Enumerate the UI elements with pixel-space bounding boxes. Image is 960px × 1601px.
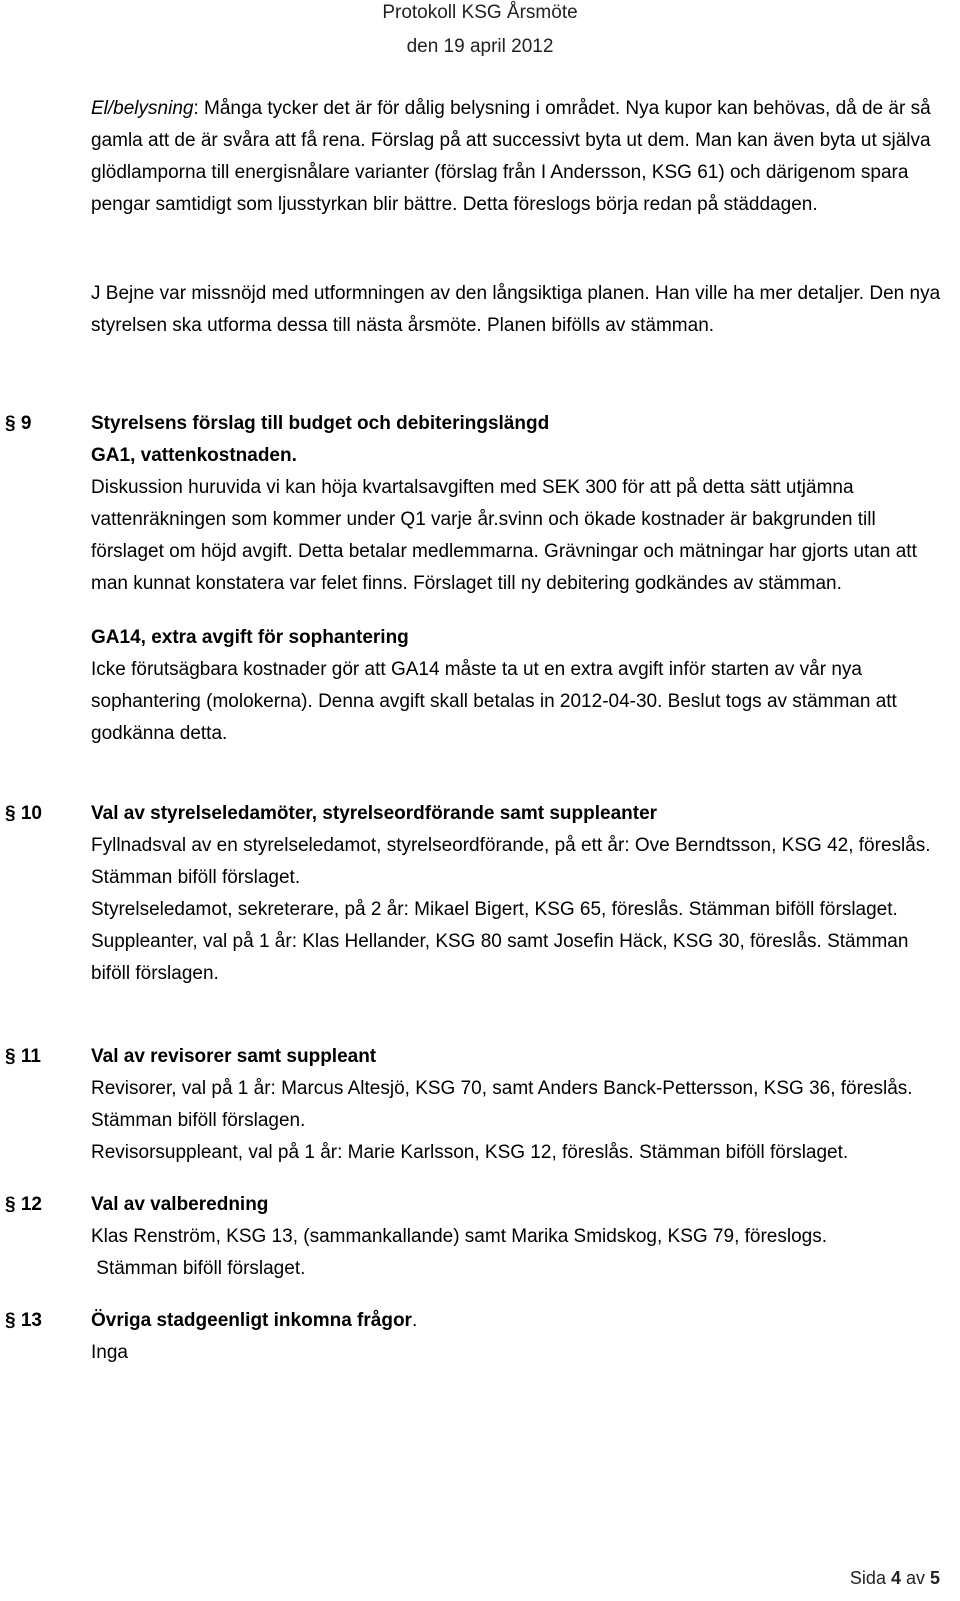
section-line: Fyllnadsval av en styrelseledamot, styrelseordförande, på ett år: Ove Berndtsson, KSG 42, föreslås. Stämman biföll förslaget. (91, 835, 931, 888)
footer-page-total: 5 (929, 1568, 940, 1588)
section-number: § 13 (5, 1310, 42, 1331)
intro-text: : Många tycker det är för dålig belysning i området. Nya kupor kan behövas, då de är så gamla att de är svåra att få rena. Förslag på att successivt byta ut dem. Man kan även byta ut själva glödlamporna till energisnålare varianter (förslag från I Andersson, KSG 61) och därigenom spara pengar samtidigt som ljusstyrkan blir bättre. Detta föreslogs börja redan på städdagen. (91, 98, 931, 215)
footer-prefix: Sida (849, 1568, 891, 1588)
section-line: Styrelseledamot, sekreterare, på 2 år: Mikael Bigert, KSG 65, föreslås. Stämman biföll förslaget. (91, 899, 898, 920)
section-line: Klas Renström, KSG 13, (sammankallande) samt Marika Smidskog, KSG 79, föreslogs. (91, 1226, 827, 1247)
section-title-suffix: . (411, 1310, 418, 1331)
section-line: Stämman biföll förslaget. (91, 1258, 306, 1279)
section-title: Val av valberedning (91, 1194, 269, 1215)
section-title: Val av revisorer samt suppleant (91, 1046, 377, 1067)
section-body (91, 1189, 951, 1285)
section-title: Styrelsens förslag till budget och debiteringslängd (91, 413, 550, 434)
page-footer (850, 1568, 940, 1589)
footer-page-number: 4 (890, 1568, 901, 1588)
section-text: Diskussion huruvida vi kan höja kvartalsavgiften med SEK 300 för att på detta sätt utjämna vattenräkningen som kommer under Q1 varje år.svinn och ökade kostnader är bakgrunden till förslaget om höjd avgift. Detta betalar medlemmarna. Grävningar och mätningar har gjorts utan att man kunnat konstatera var felet finns. Förslaget till ny debitering godkändes av stämman. (91, 477, 917, 594)
section-line: Inga (91, 1342, 128, 1363)
page-header (0, 0, 960, 60)
section-body (91, 408, 951, 750)
section-number: § 9 (5, 413, 32, 434)
section-text-2: Icke förutsägbara kostnader gör att GA14 måste ta ut en extra avgift inför starten av vår nya sophantering (molokerna). Denna avgift skall betalas in 2012-04-30. Beslut togs av stämman att godkänna detta. (91, 659, 897, 744)
section-title: Val av styrelseledamöter, styrelseordförande samt suppleanter (91, 803, 658, 824)
section-title-2: GA14, extra avgift för sophantering (91, 627, 409, 648)
section-subtitle: GA1, vattenkostnaden. (91, 445, 297, 466)
header-date: den 19 april 2012 (406, 36, 554, 57)
header-title: Protokoll KSG Årsmöte (382, 2, 578, 23)
section-line: Revisorsuppleant, val på 1 år: Marie Karlsson, KSG 12, föreslås. Stämman biföll förslaget. (91, 1142, 849, 1163)
section-body (91, 1305, 951, 1369)
section-line: Revisorer, val på 1 år: Marcus Altesjö, KSG 70, samt Anders Banck-Pettersson, KSG 36, föreslås. Stämman biföll förslagen. (91, 1078, 913, 1131)
intro-label: El/belysning (91, 98, 194, 119)
bejne-paragraph: J Bejne var missnöjd med utformningen av den långsiktiga planen. Han ville ha mer detaljer. Den nya styrelsen ska utforma dessa till nästa årsmöte. Planen bifölls av stämman. (91, 283, 941, 336)
footer-middle: av (900, 1568, 930, 1588)
section-body (91, 798, 951, 990)
section-body (91, 1041, 951, 1169)
section-number: § 11 (5, 1046, 41, 1067)
section-line: Suppleanter, val på 1 år: Klas Hellander, KSG 80 samt Josefin Häck, KSG 30, föreslås. Stämman biföll förslagen. (91, 931, 909, 984)
section-number: § 10 (5, 803, 42, 824)
intro-paragraph (91, 93, 951, 221)
section-title: Övriga stadgeenligt inkomna frågor (91, 1310, 412, 1331)
section-number: § 12 (5, 1194, 42, 1215)
